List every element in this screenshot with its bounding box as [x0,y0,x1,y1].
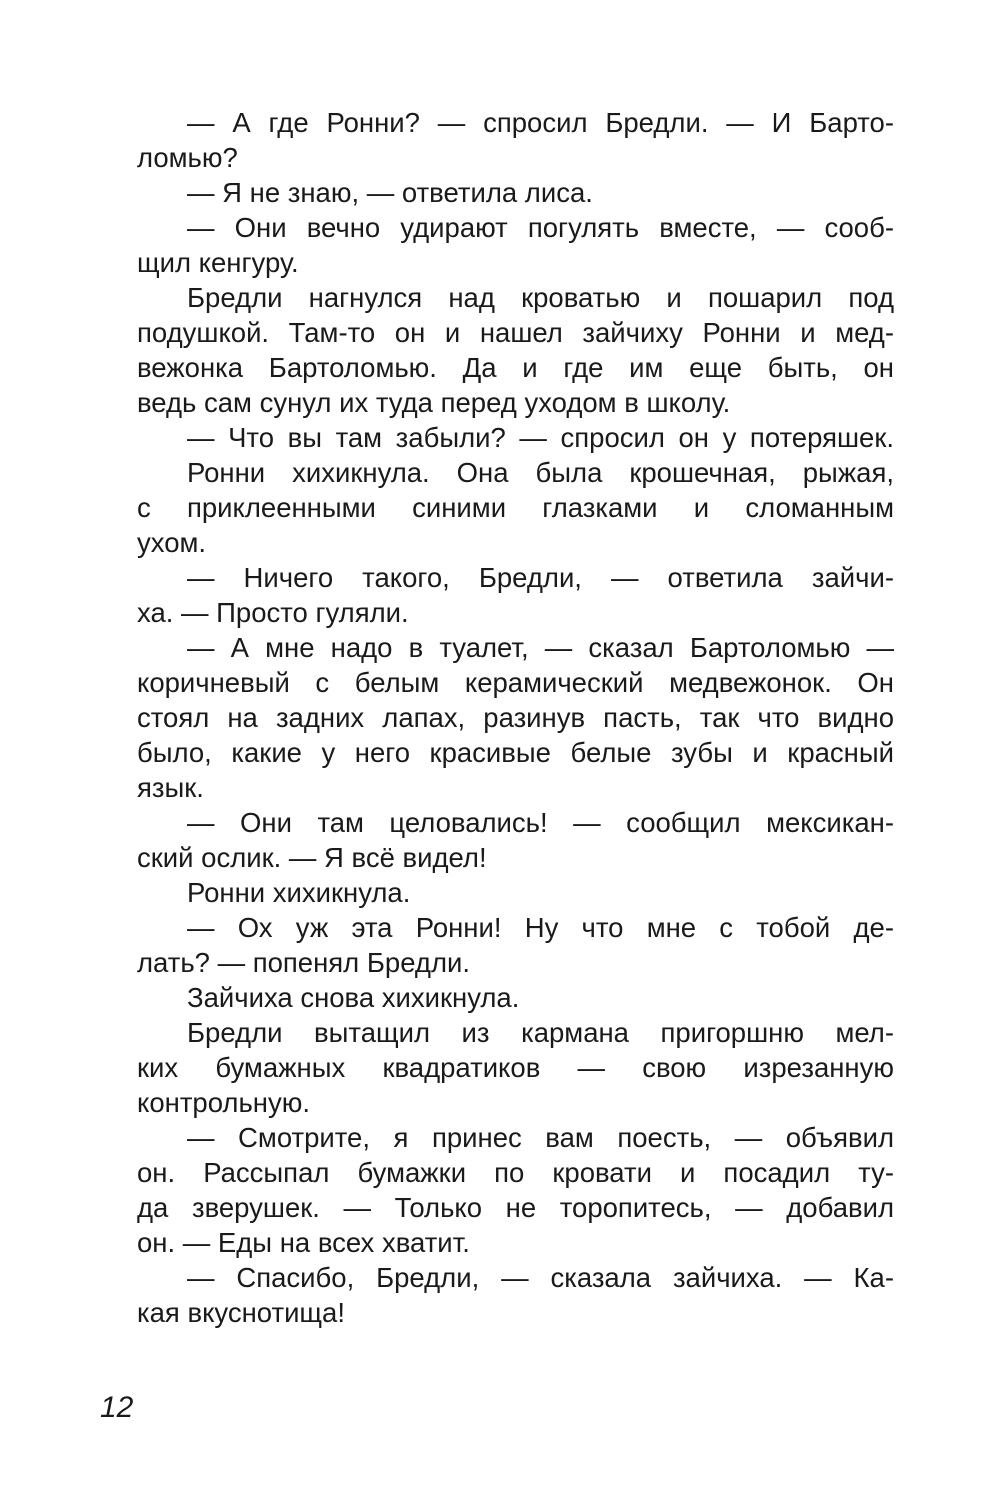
text-line: вежонка Бартоломью. Да и где им еще быть, он [137,352,894,383]
text-line: — Спасибо, Бредли, — сказала зайчиха. — Ка- [187,1262,894,1293]
text-line: — А где Ронни? — спросил Бредли. — И Барто- [187,107,894,138]
text-line: кая вкуснотища! [137,1297,345,1328]
text-line: — Они вечно удирают погулять вместе, — сооб- [187,212,894,243]
text-line: подушкой. Там-то он и нашел зайчиху Ронни и мед- [137,317,894,348]
text-line: — Что вы там забыли? — спросил он у потеряшек. [187,422,894,453]
text-line: ухом. [137,527,207,558]
text-line: Бредли нагнулся над кроватью и пошарил под [187,282,894,313]
text-line: контрольную. [137,1087,310,1118]
text-line: было, какие у него красивые белые зубы и красный [137,737,894,768]
text-line: — Я не знаю, — ответила лиса. [187,177,593,208]
text-line: ломью? [137,142,238,173]
text-line: лать? — попенял Бредли. [137,947,470,978]
text-line: — А мне надо в туалет, — сказал Бартоломью — [187,632,894,663]
text-line: Ронни хихикнула. Она была крошечная, рыжая, [187,457,894,488]
text-line: Бредли вытащил из кармана пригоршню мел- [187,1017,894,1048]
text-line: язык. [137,772,204,803]
text-line: ха. — Просто гуляли. [137,597,409,628]
text-line: ких бумажных квадратиков — свою изрезанную [137,1052,894,1083]
text-line: коричневый с белым керамический медвежонок. Он [137,667,894,698]
text-line: да зверушек. — Только не торопитесь, — добавил [137,1192,894,1223]
text-line: — Ничего такого, Бредли, — ответила зайчи- [187,562,894,593]
text-line: — Смотрите, я принес вам поесть, — объявил [187,1122,894,1153]
text-line: щил кенгуру. [137,247,299,278]
text-line: — Ох уж эта Ронни! Ну что мне с тобой де- [187,912,894,943]
text-line: Зайчиха снова хихикнула. [187,982,520,1013]
page-number: 12 [100,1391,134,1424]
text-line: с приклеенными синими глазками и сломанным [137,492,894,523]
text-line: Ронни хихикнула. [187,877,411,908]
text-line: он. Рассыпал бумажки по кровати и посадил ту- [137,1157,894,1188]
text-line: ведь сам сунул их туда перед уходом в школу. [137,387,731,418]
text-line: он. — Еды на всех хватит. [137,1227,470,1258]
text-line: стоял на задних лапах, разинув пасть, так что видно [137,702,894,733]
text-line: — Они там целовались! — сообщил мексикан- [187,807,894,838]
text-line: ский ослик. — Я всё видел! [137,842,487,873]
